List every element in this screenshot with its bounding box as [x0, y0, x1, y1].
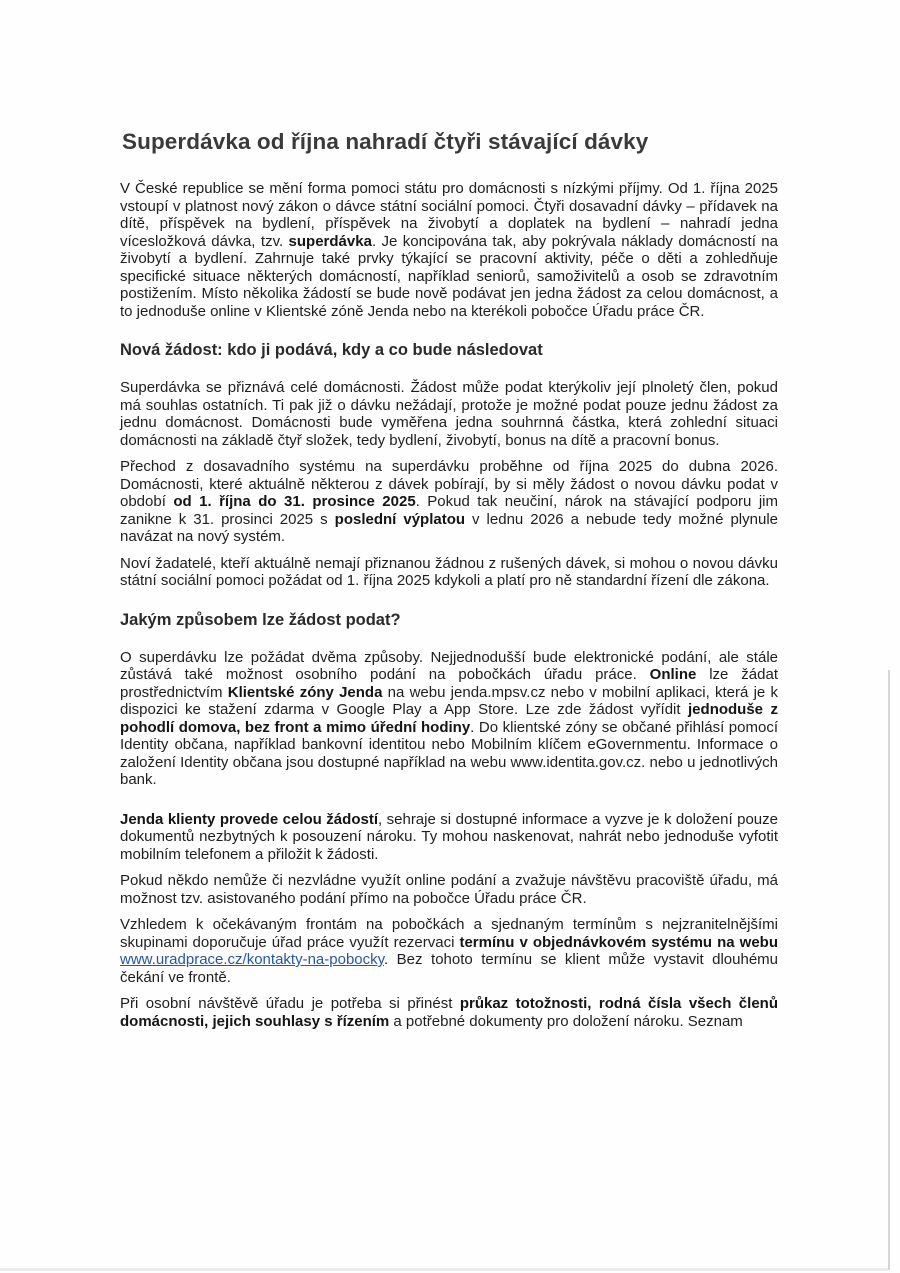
paragraph-jenda-guide: Jenda klienty provede celou žádostí, sehraje si dostupné informace a vyzve je k doložení pouze dokumentů nezbytných k posouzení nároku. Ty mohou naskenovat, nahrát nebo jednoduše vyfotit mobilním telefonem a přiložit k žádosti. [120, 810, 778, 863]
paragraph-household: Superdávka se přiznává celé domácnosti. Žádost může podat kterýkoliv její plnoletý člen, pokud má souhlas ostatních. Ti pak již o dávku nežádají, protože je možné podat pouze jednu žádost za jednu domácnost. Domácnosti bude vyměřena jedna souhrnná částka, která zohlední situaci domácnosti na základě čtyř složek, tedy bydlení, živobytí, bonus na dítě a pracovní bonus. [120, 379, 778, 449]
bold-jenda-zone: Klientské zóny Jenda [227, 683, 383, 701]
paragraph-reservation: Vzhledem k očekávaným frontám na pobočkách a sjednaným termínům s nejzranitelnějšími skupinami doporučuje úřad práce využít rezervaci termínu v objednávkovém systému na webu www.uradprace.cz/kontakty-na-pobocky. Bez tohoto termínu se klient může vystavit dlouhému čekání ve frontě. [120, 916, 778, 986]
bold-jenda-guides: Jenda klienty provede celou žádostí [120, 810, 378, 828]
scan-edge-line-vertical [888, 670, 890, 1270]
intro-paragraph: V České republice se mění forma pomoci státu pro domácnosti s nízkými příjmy. Od 1. října 2025 vstoupí v platnost nový zákon o dávce státní sociální pomoci. Čtyři dosavadní dávky – přídavek na dítě, příspěvek na bydlení, příspěvek na živobytí a doplatek na bydlení – nahradí jedna vícesložková dávka, tzv. superdávka. Je koncipována tak, aby pokrývala náklady domácností na živobytí a bydlení. Zahrnuje také prvky týkající se pracovní aktivity, péče o děti a zohledňuje specifické situace některých domácností, například seniorů, samoživitelů a osob se zdravotním postižením. Místo několika žádostí se bude nově podávat jen jedna žádost za celou domácnost, a to jednoduše online v Klientské zóně Jenda nebo na kterékoli pobočce Úřadu práce ČR. [120, 180, 778, 320]
bold-online: Online [649, 666, 697, 683]
document-title: Superdávka od října nahradí čtyři stávající dávky [122, 129, 649, 154]
uradprace-link[interactable]: www.uradprace.cz/kontakty-na-pobocky [120, 951, 385, 968]
paragraph-transition: Přechod z dosavadního systému na superdávku proběhne od října 2025 do dubna 2026. Domácnosti, které aktuálně některou z dávek pobírají, by si měly žádost o novou dávku podat v období od 1. října do 31. prosince 2025. Pokud tak neučiní, nárok na stávající podporu jim zanikne k 31. prosinci 2025 s poslední výplatou v lednu 2026 a nebude tedy možné plynule navázat na nový systém. [120, 458, 779, 545]
paragraph-two-ways: O superdávku lze požádat dvěma způsoby. Nejjednodušší bude elektronické podání, ale stále zůstává také možnost osobního podání na pobočkách úřadu práce. Online lze žádat prostřednictvím Klientské zóny Jenda na webu jenda.mpsv.cz nebo v mobilní aplikaci, která je k dispozici ke stažení zdarma v Google Play a App Store. Lze zde žádost vyřídit jednoduše z pohodlí domova, bez front a mimo úřední hodiny. Do klientské zóny se občané přihlásí pomocí Identity občana, například bankovní identitou nebo Mobilním klíčem eGovernmentu. Informace o založení Identity občana jsou dostupné například na webu www.identita.gov.cz. nebo u jednotlivých bank. [120, 648, 779, 788]
paragraph-documents: Při osobní návštěvě úřadu je potřeba si přinést průkaz totožnosti, rodná čísla všech členů domácnosti, jejich souhlasy s řízením a potřebné dokumenty pro doložení nároku. Seznam [120, 995, 778, 1030]
bold-reservation: termínu v objednávkovém systému na webu [459, 933, 778, 951]
bold-required-docs: průkaz totožnosti, rodná čísla všech členů domácnosti, jejich souhlasy s řízením [120, 995, 778, 1030]
paragraph-new-applicants: Noví žadatelé, kteří aktuálně nemají přiznanou žádnou z rušených dávek, si mohou o novou dávku státní sociální pomoci požádat od 1. října 2025 kdykoli a platí pro ně standardní řízení dle zákona. [120, 554, 778, 589]
bold-term-superdavka: superdávka [288, 232, 372, 250]
bold-convenience: jednoduše z pohodlí domova, bez front a mimo úřední hodiny [120, 701, 778, 736]
section-heading-new-application: Nová žádost: kdo ji podává, kdy a co bude následovat [120, 341, 543, 359]
bold-deadline: od 1. října do 31. prosince 2025 [173, 493, 416, 510]
paragraph-assisted: Pokud někdo nemůže či nezvládne využít online podání a zvažuje návštěvu pracoviště úřadu, má možnost tzv. asistovaného podání přímo na pobočce Úřadu práce ČR. [120, 872, 778, 907]
bold-last-payment: poslední výplatou [334, 510, 466, 528]
document-body [120, 128, 778, 1039]
scan-edge-line-horizontal [0, 1268, 888, 1271]
section-heading-how-to-apply: Jakým způsobem lze žádost podat? [120, 610, 401, 629]
